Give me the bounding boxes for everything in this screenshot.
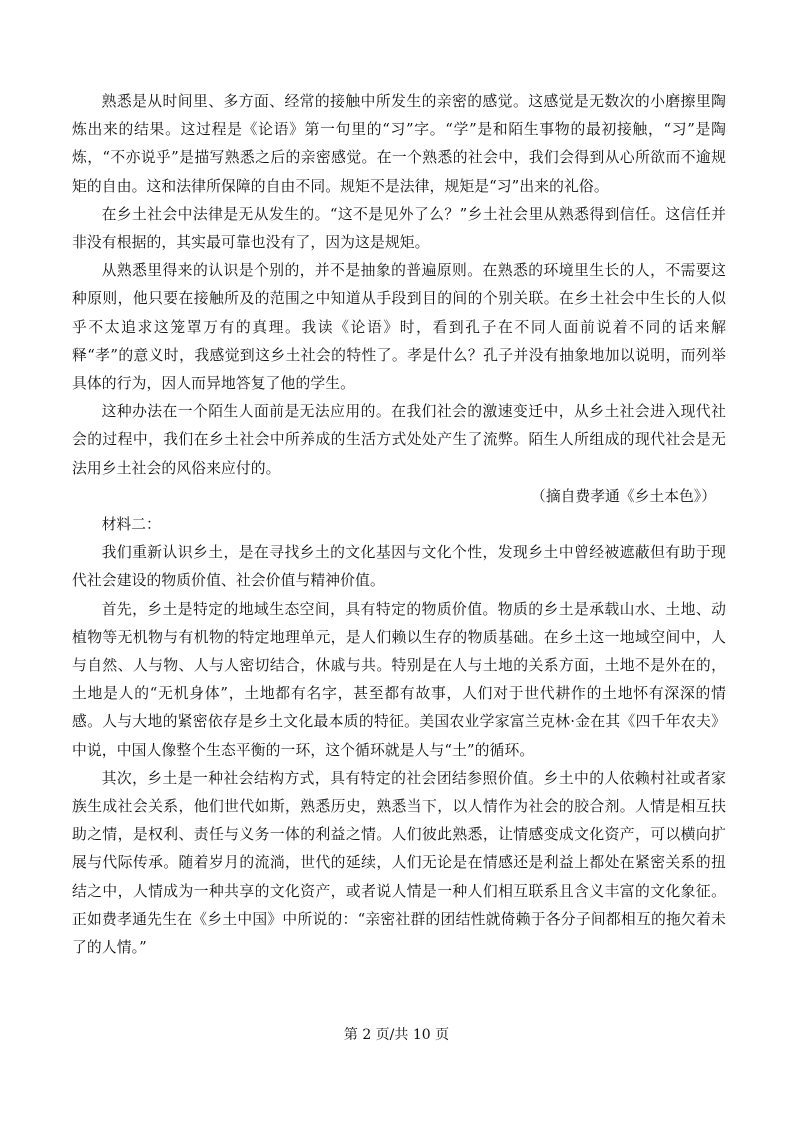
source-attribution: （摘自费孝通《乡土本色》）	[531, 487, 716, 505]
document-body	[72, 88, 726, 962]
paragraph: 在乡土社会中法律是无从发生的。“这不是见外了么？”乡土社会里从熟悉得到信任。这信任并非没有根据的，其实最可靠也没有了，因为这是规矩。	[72, 205, 726, 252]
paragraph: 我们重新认识乡土，是在寻找乡土的文化基因与文化个性，发现乡土中曾经被遮蔽但有助于现代社会建设的物质价值、社会价值与精神价值。	[72, 544, 726, 590]
paragraph: 首先，乡土是特定的地域生态空间，具有特定的物质价值。物质的乡土是承载山水、土地、动植物等无机物与有机物的特定地理单元，是人们赖以生存的物质基础。在乡土这一地域空间中，人与自然、人与物、人与人密切结合，休戚与共。特别是在人与土地的关系方面，土地不是外在的，土地是人的“无机身体”，土地都有名字，甚至都有故事，人们对于世代耕作的土地怀有深深的情感。人与大地的紧密依存是乡土文化最本质的特征。美国农业学家富兰克林·金在其《四千年农夫》中说，中国人像整个生态平衡的一环，这个循环就是人与“土”的循环。	[72, 600, 726, 759]
paragraph: 这种办法在一个陌生人面前是无法应用的。在我们社会的激速变迁中，从乡土社会进入现代社会的过程中，我们在乡土社会中所养成的生活方式处处产生了流弊。陌生人所组成的现代社会是无法用乡土社会的风俗来应付的。	[72, 403, 726, 477]
material-label: 材料二：	[101, 516, 161, 534]
page-footer: 第 2 页/共 10 页	[343, 1027, 450, 1043]
paragraph: 其次，乡土是一种社会结构方式，具有特定的社会团结参照价值。乡土中的人依赖村社或者家族生成社会关系，他们世代如斯，熟悉历史，熟悉当下，以人情作为社会的胶合剂。人情是相互扶助之情，是权利、责任与义务一体的利益之情。人们彼此熟悉，让情感变成文化资产，可以横向扩展与代际传承。随着岁月的流淌，世代的延续，人们无论是在情感还是利益上都处在紧密关系的扭结之中，人情成为一种共享的文化资产，或者说人情是一种人们相互联系且含义丰富的文化象征。正如费孝通先生在《乡土中国》中所说的：“亲密社群的团结性就倚赖于各分子间都相互的拖欠着未了的人情。”	[72, 769, 726, 957]
paragraph: 从熟悉里得来的认识是个别的，并不是抽象的普遍原则。在熟悉的环境里生长的人，不需要这种原则，他只要在接触所及的范围之中知道从手段到目的间的个别关联。在乡土社会中生长的人似乎不太追求这笼罩万有的真理。我读《论语》时，看到孔子在不同人面前说着不同的话来解释“孝”的意义时，我感觉到这乡土社会的特性了。孝是什么？孔子并没有抽象地加以说明，而列举具体的行为，因人而异地答复了他的学生。	[72, 262, 726, 393]
paragraph: 熟悉是从时间里、多方面、经常的接触中所发生的亲密的感觉。这感觉是无数次的小磨擦里陶炼出来的结果。这过程是《论语》第一句里的“习”字。“学”是和陌生事物的最初接触，“习”是陶炼，“不亦说乎”是描写熟悉之后的亲密感觉。在一个熟悉的社会中，我们会得到从心所欲而不逾规矩的自由。这和法律所保障的自由不同。规矩不是法律，规矩是“习”出来的礼俗。	[72, 93, 726, 195]
